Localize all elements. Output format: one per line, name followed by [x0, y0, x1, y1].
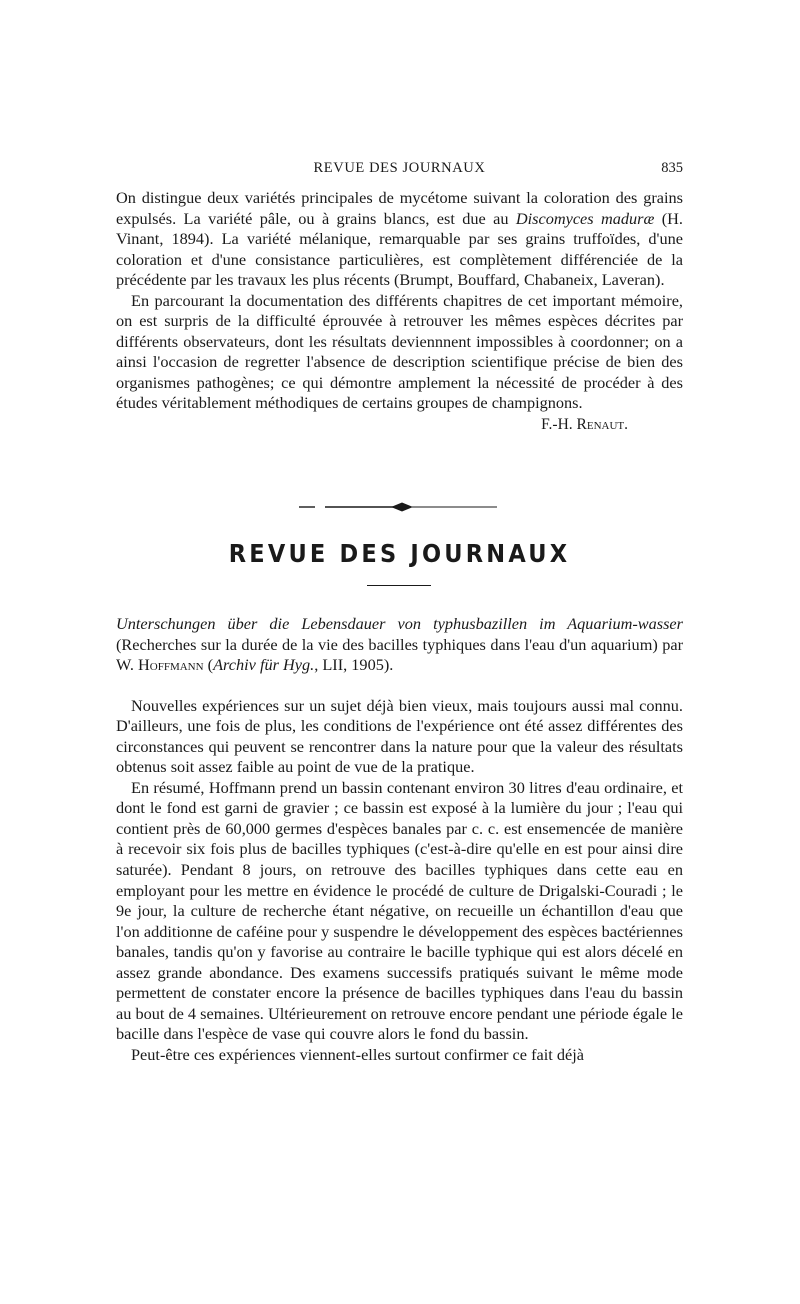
- title-rule: [367, 585, 431, 586]
- section-title: REVUE DES JOURNAUX: [228, 539, 571, 569]
- article-paragraph: Nouvelles expériences sur un sujet déjà bien vieux, mais toujours aussi mal connu. D'ailleurs, une fois de plus, les conditions de l'expérience ont été assez différentes des circonstances qui peuvent se rencontrer dans la nature pour que la valeur des résultats obtenus soit assez faible au point de vue de la pratique.: [116, 695, 683, 777]
- text-run: (: [203, 655, 214, 675]
- running-head: [116, 160, 683, 182]
- running-title: REVUE DES JOURNAUX: [313, 160, 486, 176]
- article-title-french: (Recherches sur la durée de la vie des bacilles typhiques dans l'eau d'un aquarium) par W.: [116, 634, 683, 675]
- article-author: Hoffmann: [138, 655, 204, 675]
- signature-initials: F.-H.: [541, 416, 577, 434]
- text-run: , LII, 1905).: [314, 655, 394, 675]
- signature-name: Renaut.: [576, 416, 628, 434]
- separator-ornament: [299, 499, 499, 515]
- article-citation: [116, 614, 683, 676]
- review-paragraph: En parcourant la documentation des différents chapitres de cet important mémoire, on est surpris de la difficulté éprouvée à retrouver les mêmes espèces décrites par différents observateurs, dont les résultats deviennnent impossibles à coordonner; on a ainsi l'occasion de regretter l'absence de description scientifique précise de bien des organismes pathogènes; ce qui démontre amplement la nécessité de procéder à des études véritablement méthodiques de certains groupes de champignons.: [116, 290, 683, 413]
- article-paragraph: En résumé, Hoffmann prend un bassin contenant environ 30 litres d'eau ordinaire, et dont le fond est garni de gravier ; ce bassin est exposé à la lumière du jour ; l'eau qui contient près de 60,000 germes d'espèces banales par c. c. est ensemencée de manière à recevoir six fois plus de bacilles typhiques (c'est-à-dire qu'elle en est pour ainsi dire saturée). Pendant 8 jours, on retrouve des bacilles typhiques dans cette eau en employant pour les mettre en évidence le procédé de culture de Drigalski-Couradi ; le 9e jour, la culture de recherche étant négative, on recueille un échantillon d'eau que l'on additionne de caféine pour y suspendre le développement des espèces bactériennes banales, tandis qu'on y favorise au contraire le bacille typhique qui est alors décelé en assez grande abondance. Des examens successifs pratiqués suivant le même mode permettent de constater encore la présence de bacilles typhiques dans l'eau du bassin au bout de 4 semaines. Ultérieurement on retrouve encore pendant une période égale le bacille dans l'espèce de vase qui couvre alors le fond du bassin.: [116, 777, 683, 1044]
- article-paragraph: Peut-être ces expériences viennent-elles surtout confirmer ce fait déjà: [131, 1044, 584, 1064]
- review-paragraph: [116, 188, 683, 291]
- article-title-german: Unterschungen über die Lebensdauer von typhusbazillen im Aquarium-wasser: [116, 614, 683, 633]
- page-number: 835: [661, 160, 683, 176]
- text-run: (H. Vinant, 1894). La variété mélanique, remarquable par ses grains truffoïdes, d'une coloration et d'une consistance particulières, est complètement différenciée de la précédente par les travaux les plus récents (Brumpt, Bouffard, Chabaneix, Laveran).: [116, 208, 684, 290]
- journal-name: Archiv für Hyg.: [213, 655, 315, 675]
- species-name: Discomyces maduræ: [515, 208, 655, 228]
- signature: [116, 414, 683, 435]
- text-run: On distingue deux variétés principales de mycétome suivant la coloration des grains expulsés. La variété pâle, ou à grains blancs, est due au: [116, 188, 683, 228]
- article: [116, 614, 683, 1065]
- previous-review: [116, 188, 683, 435]
